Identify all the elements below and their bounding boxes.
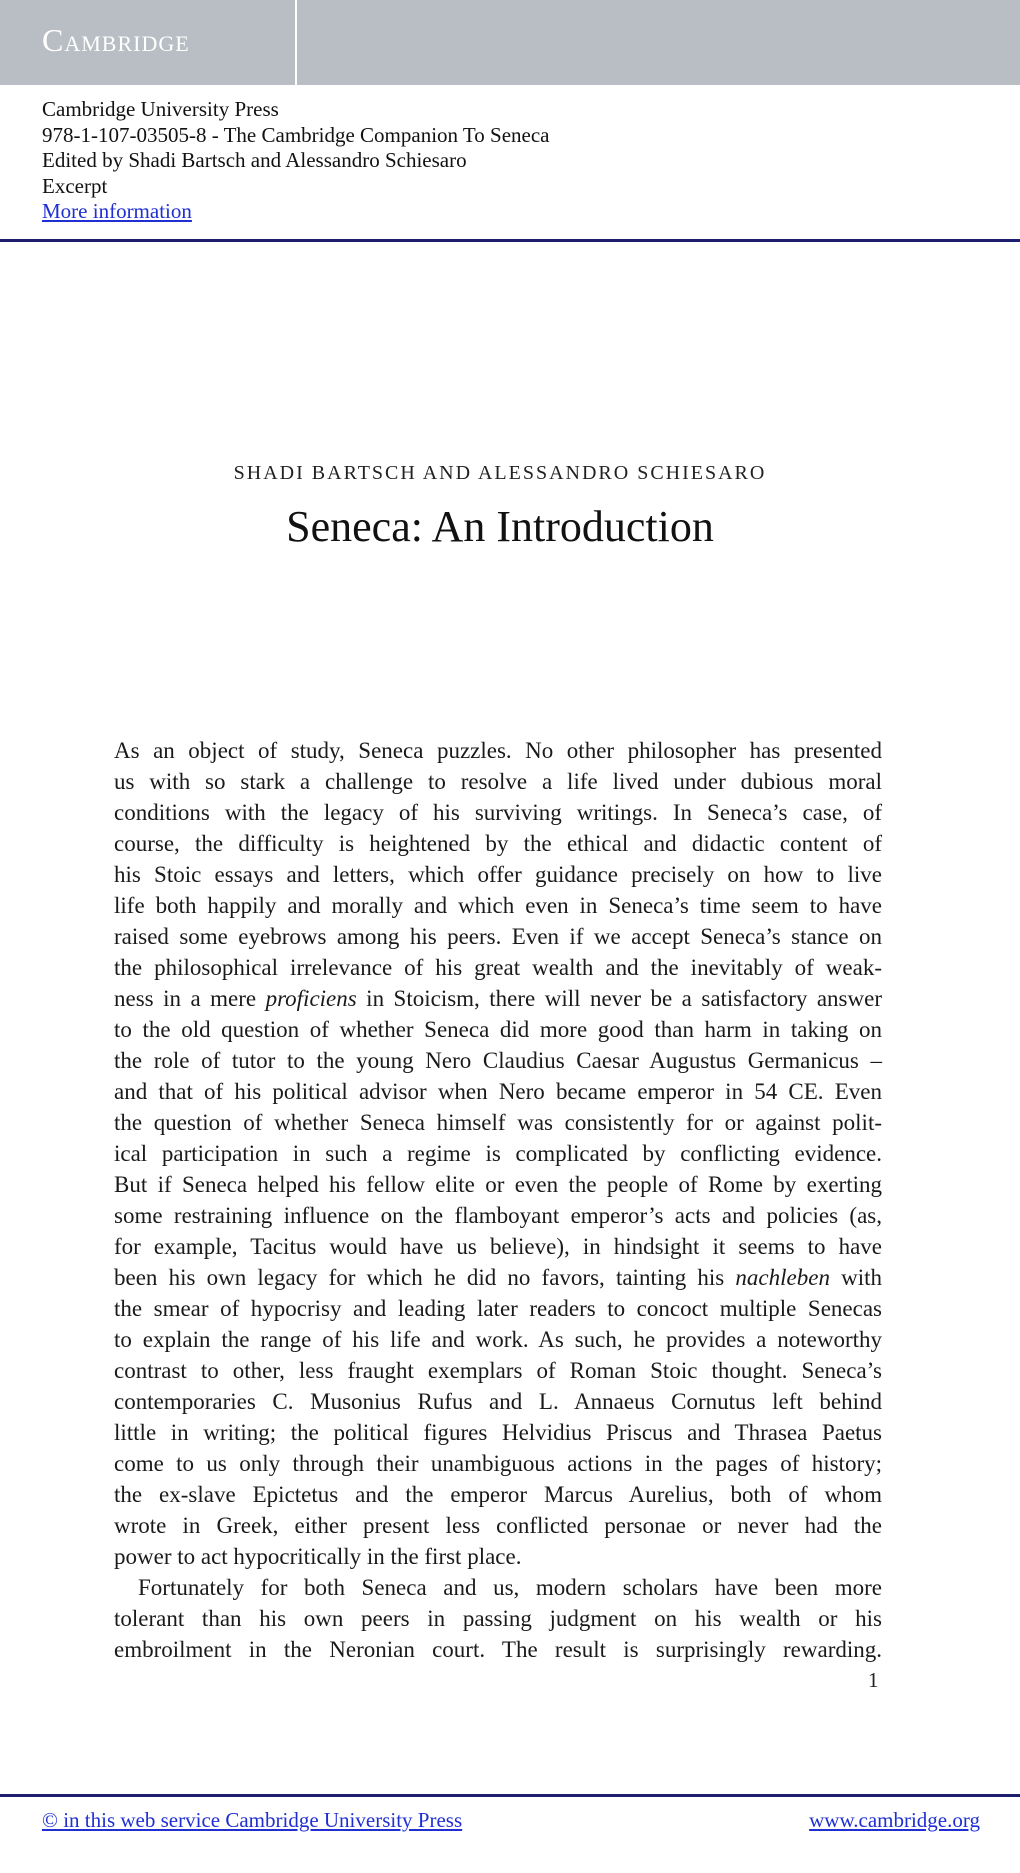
logo-divider xyxy=(295,0,297,85)
text-line: the ex-slave Epictetus and the emperor Marcus Aurelius, both of whom xyxy=(114,1482,882,1507)
text-line: the philosophical irrelevance of his great wealth and the inevitably of weak- xyxy=(114,955,882,980)
more-information-link[interactable]: More information xyxy=(42,199,192,223)
website-link[interactable]: www.cambridge.org xyxy=(809,1808,980,1832)
text-line: to the old question of whether Seneca did more good than harm in taking on xyxy=(114,1017,882,1042)
text-line: As an object of study, Seneca puzzles. No other philosopher has presented xyxy=(114,738,882,763)
cambridge-logo[interactable]: Cambridge xyxy=(42,22,190,58)
text-line: some restraining influence on the flamboyant emperor’s acts and policies (as, xyxy=(114,1203,882,1228)
text-line: little in writing; the political figures Helvidius Priscus and Thrasea Paetus xyxy=(114,1420,882,1445)
text-line: raised some eyebrows among his peers. Even if we accept Seneca’s stance on xyxy=(114,924,882,949)
logo-box[interactable] xyxy=(0,0,295,85)
text-line: conditions with the legacy of his surviving writings. In Seneca’s case, of xyxy=(114,800,882,825)
text-line: the smear of hypocrisy and leading later readers to concoct multiple Senecas xyxy=(114,1296,882,1321)
book-metadata xyxy=(42,97,550,225)
chapter-authors: SHADI BARTSCH AND ALESSANDRO SCHIESARO xyxy=(233,462,767,484)
text-line: to explain the range of his life and work. As such, he provides a noteworthy xyxy=(114,1327,882,1352)
text-line: life both happily and morally and which even in Seneca’s time seem to have xyxy=(114,893,882,918)
text-line: for example, Tacitus would have us believe), in hindsight it seems to have xyxy=(114,1234,882,1259)
copyright-link[interactable]: © in this web service Cambridge University Press xyxy=(42,1808,463,1832)
text-line: course, the difficulty is heightened by the ethical and didactic content of xyxy=(114,831,882,856)
text-line: wrote in Greek, either present less conflicted personae or never had the xyxy=(114,1513,882,1538)
italic-term: proficiens xyxy=(265,986,357,1011)
text-line: contrast to other, less fraught exemplars of Roman Stoic thought. Seneca’s xyxy=(114,1358,882,1383)
text-line: us with so stark a challenge to resolve a life lived under dubious moral xyxy=(114,769,882,794)
isbn-title: 978-1-107-03505-8 - The Cambridge Companion To Seneca xyxy=(42,122,550,147)
italic-term: nachleben xyxy=(735,1265,830,1290)
header-rule xyxy=(0,239,1020,242)
text-line: and that of his political advisor when Nero became emperor in 54 CE. Even xyxy=(114,1079,882,1104)
text-line: ness in a mere proficiens in Stoicism, there will never be a satisfactory answer xyxy=(114,986,882,1011)
text-line: his Stoic essays and letters, which offer guidance precisely on how to live xyxy=(114,862,882,887)
text-line: tolerant than his own peers in passing judgment on his wealth or his xyxy=(114,1606,882,1631)
text-line: embroilment in the Neronian court. The result is surprisingly rewarding. xyxy=(114,1637,882,1662)
editors: Edited by Shadi Bartsch and Alessandro Schiesaro xyxy=(42,148,467,172)
chapter-title: Seneca: An Introduction xyxy=(286,502,714,551)
page-number: 1 xyxy=(868,1668,879,1692)
body-text xyxy=(114,735,882,1665)
text-line: contemporaries C. Musonius Rufus and L. Annaeus Cornutus left behind xyxy=(114,1389,882,1414)
header-bar xyxy=(0,0,1020,85)
excerpt-label: Excerpt xyxy=(42,173,108,198)
publisher: Cambridge University Press xyxy=(42,97,279,121)
text-line: power to act hypocritically in the first place. xyxy=(114,1544,522,1569)
text-line: come to us only through their unambiguous actions in the pages of history; xyxy=(114,1451,882,1476)
footer-rule xyxy=(0,1794,1020,1797)
text-line: the role of tutor to the young Nero Claudius Caesar Augustus Germanicus – xyxy=(114,1048,882,1073)
text-line: But if Seneca helped his fellow elite or even the people of Rome by exerting xyxy=(114,1172,882,1197)
text-line: ical participation in such a regime is complicated by conflicting evidence. xyxy=(114,1141,882,1166)
text-line: been his own legacy for which he did no favors, tainting his nachleben with xyxy=(114,1265,882,1290)
text-line: Fortunately for both Seneca and us, modern scholars have been more xyxy=(138,1575,882,1600)
text-line: the question of whether Seneca himself was consistently for or against polit- xyxy=(114,1110,882,1135)
